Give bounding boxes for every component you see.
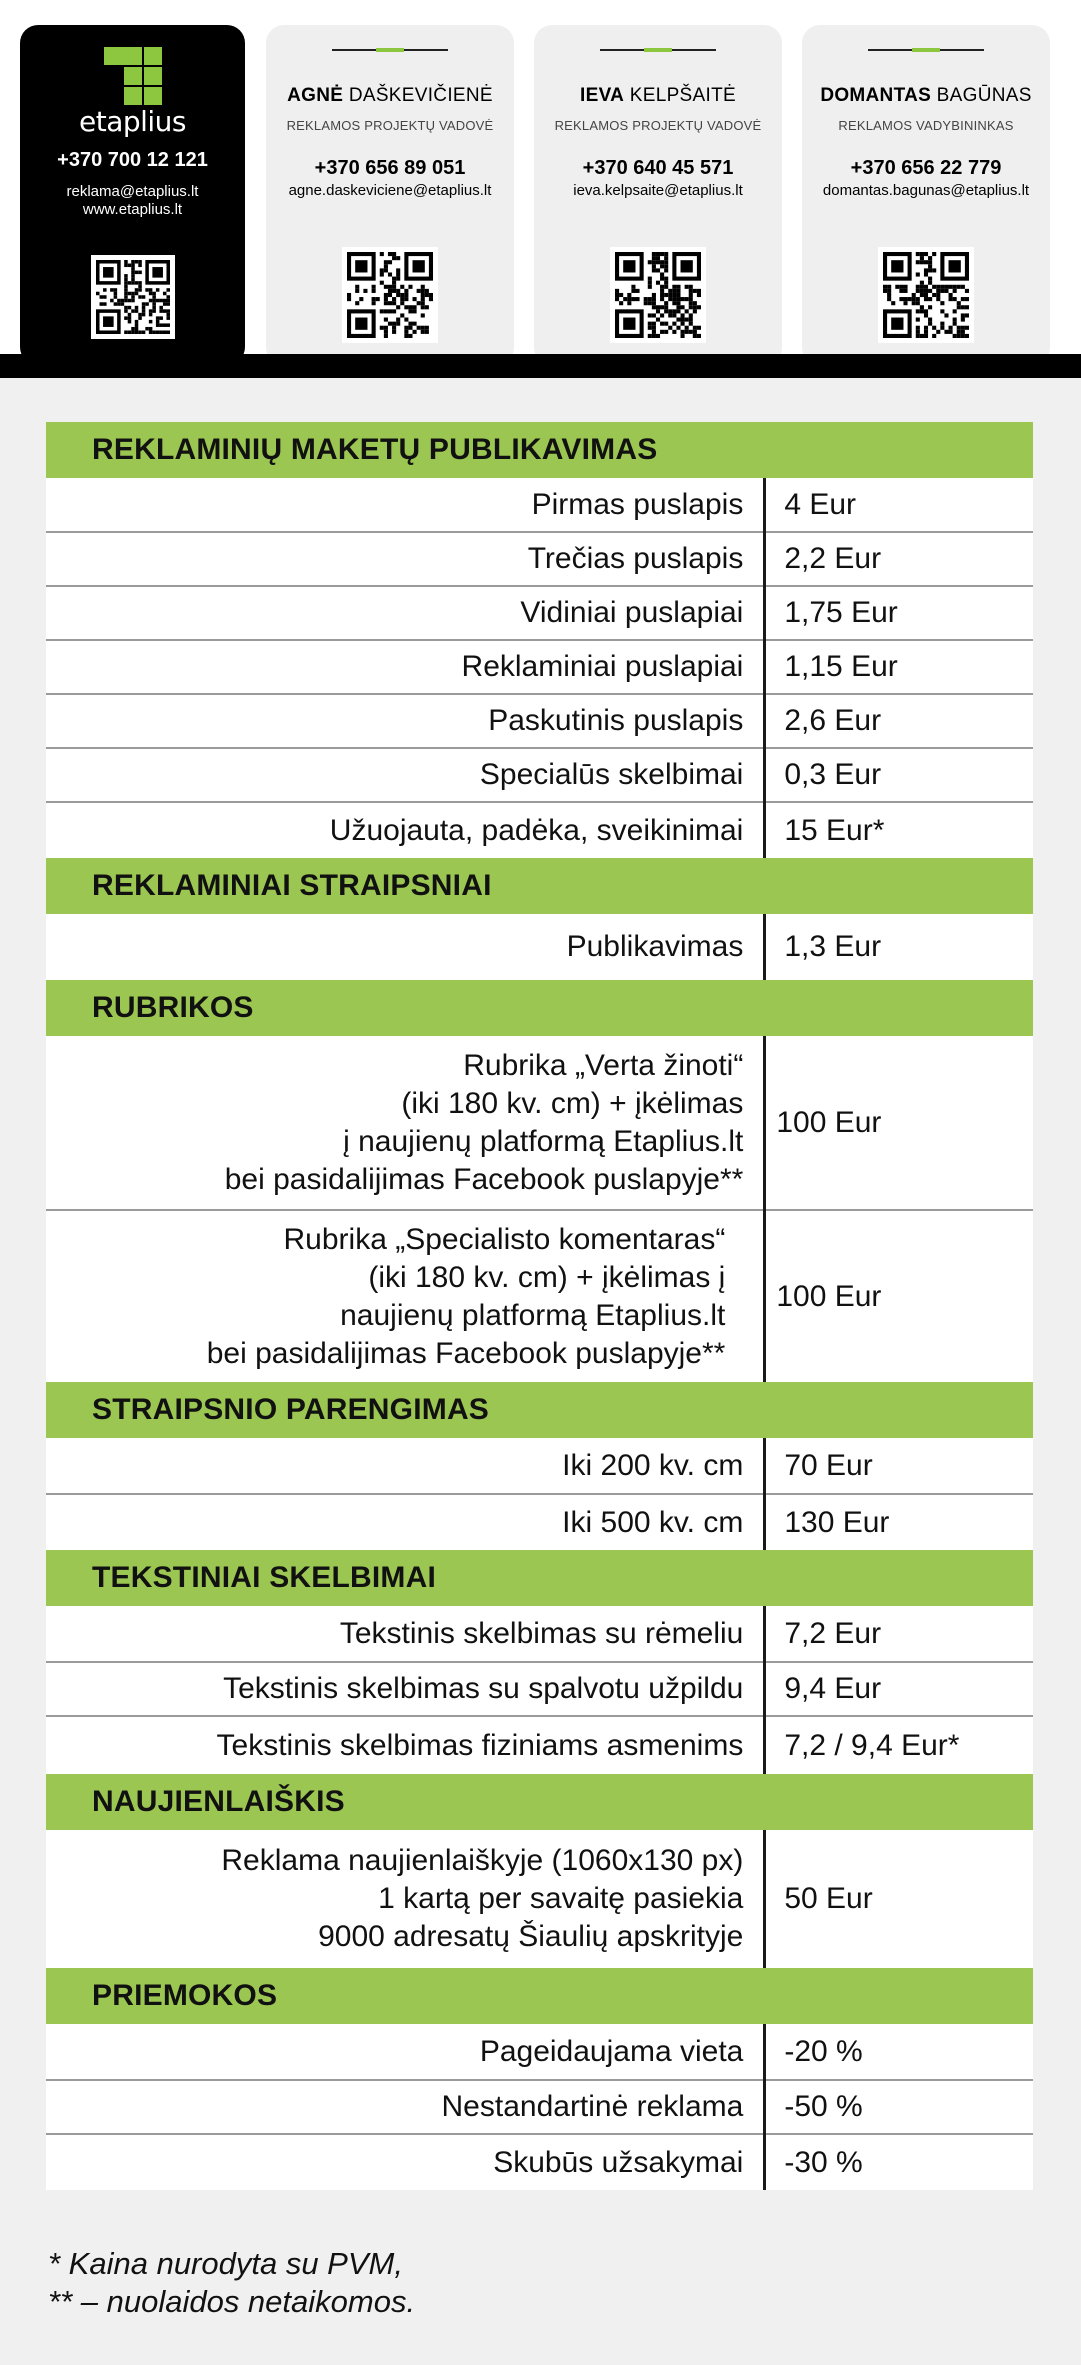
contact-card-0 (266, 25, 514, 365)
price-table (46, 422, 1033, 2190)
row-price: 15 Eur* (765, 802, 1033, 858)
row-label: Pageidaujama vieta (46, 2024, 765, 2080)
row-label: Publikavimas (566, 930, 744, 963)
section-header (46, 422, 1033, 478)
row-price: -30 % (765, 2134, 1033, 2190)
table-row (46, 748, 1033, 802)
section-header (46, 1968, 1033, 2024)
row-price: 7,2 / 9,4 Eur* (765, 1716, 1033, 1774)
row-label: Trečias puslapis (46, 532, 765, 586)
table-row (46, 1210, 1033, 1382)
row-label: Iki 500 kv. cm (562, 1505, 744, 1539)
section-title: PRIEMOKOS (46, 1968, 1033, 2024)
table-row (46, 1494, 1033, 1550)
row-label: Specialūs skelbimai (46, 748, 765, 802)
row-label: Tekstinis skelbimas su spalvotu užpildu (46, 1662, 765, 1716)
contact-email[interactable]: domantas.bagunas@etaplius.lt (822, 182, 1030, 199)
contact-name: IEVA KELPŠAITĖ (580, 85, 736, 106)
contact-role: REKLAMOS PROJEKTŲ VADOVĖ (286, 118, 494, 133)
section-header (46, 980, 1033, 1036)
row-label: Tekstinis skelbimas fiziniams asmenims (216, 1728, 744, 1762)
table-row (46, 2134, 1033, 2190)
contact-role: REKLAMOS PROJEKTŲ VADOVĖ (554, 118, 762, 133)
table-row (46, 1606, 1033, 1662)
row-price: 0,3 Eur (765, 748, 1033, 802)
row-label: Pirmas puslapis (46, 478, 765, 532)
card-divider (600, 49, 716, 51)
contact-email[interactable]: ieva.kelpsaite@etaplius.lt (573, 182, 743, 199)
contact-phone[interactable]: +370 656 89 051 (314, 157, 466, 179)
section-header (46, 1382, 1033, 1438)
section-title: RUBRIKOS (46, 980, 1033, 1036)
table-row (46, 478, 1033, 532)
company-website[interactable]: www.etaplius.lt (82, 201, 183, 218)
row-price: 100 Eur (765, 1036, 1033, 1210)
row-price: 50 Eur (765, 1830, 1033, 1968)
section-title: STRAIPSNIO PARENGIMAS (46, 1382, 1033, 1438)
qr-code-icon (878, 247, 974, 343)
row-label: Iki 200 kv. cm (46, 1438, 765, 1494)
row-label: Užuojauta, padėka, sveikinimai (329, 813, 744, 847)
table-row (46, 532, 1033, 586)
row-price: 1,3 Eur (765, 914, 1033, 980)
row-price: 9,4 Eur (765, 1662, 1033, 1716)
company-email[interactable]: reklama@etaplius.lt (66, 183, 199, 200)
row-price: 100 Eur (765, 1210, 1033, 1382)
section-header (46, 1774, 1033, 1830)
qr-code-icon (610, 247, 706, 343)
table-row (46, 1830, 1033, 1968)
row-label: Nestandartinė reklama (46, 2080, 765, 2134)
brand-name: etaplius (78, 105, 187, 138)
table-row (46, 1662, 1033, 1716)
table-row (46, 1438, 1033, 1494)
row-label: Paskutinis puslapis (46, 694, 765, 748)
table-row (46, 586, 1033, 640)
row-label: Tekstinis skelbimas su rėmeliu (46, 1606, 765, 1662)
row-label: Rubrika „Specialisto komentaras“ (iki 180 kv. cm) + įkėlimas į naujienų platformą Etaplius.lt bei pasidalijimas Facebook puslapyje** (206, 1222, 726, 1370)
contact-role: REKLAMOS VADYBININKAS (838, 118, 1014, 133)
row-price: -20 % (765, 2024, 1033, 2080)
contact-phone[interactable]: +370 656 22 779 (850, 157, 1002, 179)
contact-email[interactable]: agne.daskeviciene@etaplius.lt (288, 182, 492, 199)
company-card (20, 25, 245, 365)
row-price: 1,15 Eur (765, 640, 1033, 694)
table-row (46, 914, 1033, 980)
footnotes (48, 2245, 415, 2321)
contact-phone[interactable]: +370 640 45 571 (582, 157, 734, 179)
row-price: 1,75 Eur (765, 586, 1033, 640)
row-price: 2,2 Eur (765, 532, 1033, 586)
contact-name: DOMANTAS BAGŪNAS (820, 85, 1032, 106)
header-bar (0, 354, 1081, 378)
row-label: Skubūs užsakymai (493, 2145, 744, 2179)
header (0, 0, 1081, 378)
row-label: Vidiniai puslapiai (46, 586, 765, 640)
footnote-discount: ** – nuolaidos netaikomos. (48, 2284, 416, 2319)
table-row (46, 1036, 1033, 1210)
qr-code-icon (91, 255, 175, 339)
row-price: 4 Eur (765, 478, 1033, 532)
table-row (46, 2080, 1033, 2134)
contact-card-2 (802, 25, 1050, 365)
row-price: 7,2 Eur (765, 1606, 1033, 1662)
etaplius-logo-icon (104, 47, 162, 105)
row-label: Rubrika „Verta žinoti“ (iki 180 kv. cm) + įkėlimas į naujienų platformą Etaplius.lt bei pasidalijimas Facebook puslapyje** (46, 1036, 765, 1210)
contact-card-1 (534, 25, 782, 365)
section-title: NAUJIENLAIŠKIS (46, 1774, 1033, 1830)
row-price: -50 % (765, 2080, 1033, 2134)
contact-name: AGNĖ DAŠKEVIČIENĖ (287, 85, 493, 106)
card-divider (868, 49, 984, 51)
table-row (46, 694, 1033, 748)
section-header (46, 858, 1033, 914)
row-label: Reklama naujienlaiškyje (1060x130 px) 1 kartą per savaitę pasiekia 9000 adresatų Šiaulių apskrityje (221, 1844, 744, 1953)
row-price: 130 Eur (765, 1494, 1033, 1550)
table-row (46, 640, 1033, 694)
table-row (46, 1716, 1033, 1774)
section-title: TEKSTINIAI SKELBIMAI (46, 1550, 1033, 1606)
table-row (46, 2024, 1033, 2080)
footnote-vat: * Kaina nurodyta su PVM, (48, 2246, 403, 2281)
row-label: Reklaminiai puslapiai (46, 640, 765, 694)
table-row (46, 802, 1033, 858)
section-title: REKLAMINIŲ MAKETŲ PUBLIKAVIMAS (46, 422, 1033, 478)
card-divider (332, 49, 448, 51)
row-price: 2,6 Eur (765, 694, 1033, 748)
section-header (46, 1550, 1033, 1606)
row-price: 70 Eur (765, 1438, 1033, 1494)
qr-code-icon (342, 247, 438, 343)
company-phone[interactable]: +370 700 12 121 (57, 149, 208, 171)
section-title: REKLAMINIAI STRAIPSNIAI (46, 858, 1033, 914)
